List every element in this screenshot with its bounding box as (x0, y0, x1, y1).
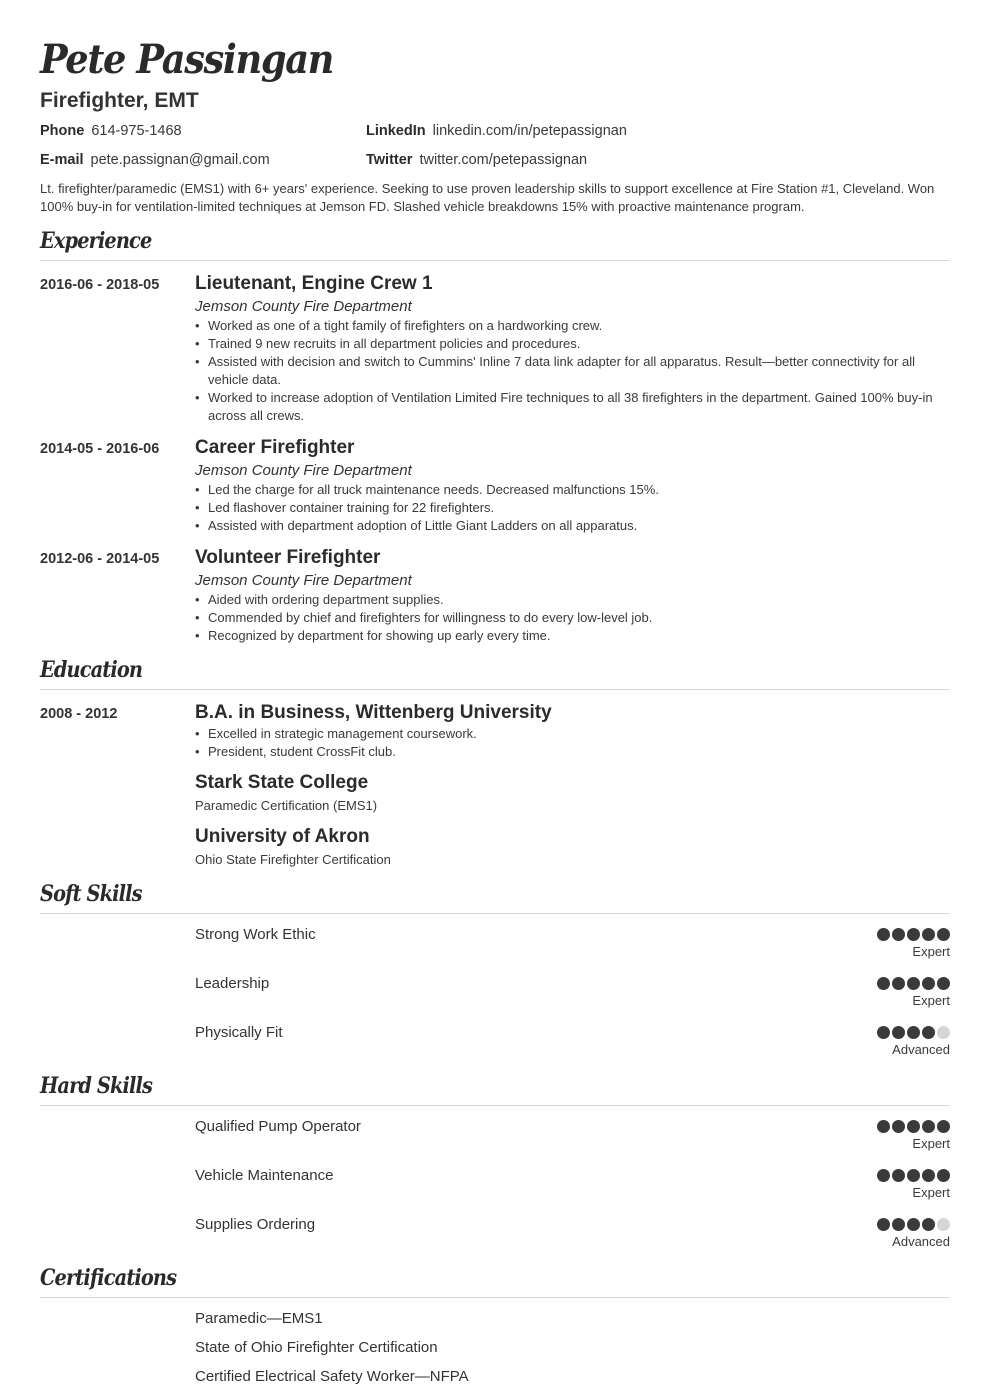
skill-level: Advanced (892, 1234, 950, 1249)
entry-org: Jemson County Fire Department (195, 572, 412, 589)
bullet-item: • Led flashover container training for 22 firefighters. (195, 499, 950, 517)
school-entry (195, 825, 950, 869)
rating-dot-filled-icon (907, 1169, 920, 1182)
twitter-link[interactable]: twitter.com/petepassignan (419, 152, 588, 168)
skill-rating (877, 1118, 950, 1167)
skill-row (40, 926, 950, 975)
bullet-item: • Excelled in strategic management coursework. (195, 725, 950, 743)
skill-name: Vehicle Maintenance (195, 1167, 334, 1184)
candidate-name: Pete Passingan (40, 36, 334, 83)
linkedin-link[interactable]: linkedin.com/in/petepassignan (432, 123, 627, 139)
bullet-item: • Assisted with decision and switch to Cummins' Inline 7 data link adapter for all apparatus. Result—better connectivity for all vehicle data. (195, 353, 950, 389)
rating-dots (877, 1218, 950, 1231)
phone-value: 614-975-1468 (91, 123, 182, 139)
bullet-item: • Aided with ordering department supplies. (195, 591, 950, 609)
rating-dot-filled-icon (922, 1026, 935, 1039)
bullet-item: • Worked to increase adoption of Ventilation Limited Fire techniques to all 38 firefighters in the department. Gained 100% buy-in across all crews. (195, 389, 950, 425)
skill-name: Qualified Pump Operator (195, 1118, 361, 1135)
rating-dot-filled-icon (877, 928, 890, 941)
rating-dot-filled-icon (907, 1120, 920, 1133)
rating-dot-filled-icon (907, 1218, 920, 1231)
skill-name: Supplies Ordering (195, 1216, 316, 1233)
rating-dot-filled-icon (937, 1169, 950, 1182)
email-link[interactable]: pete.passignan@gmail.com (90, 152, 270, 168)
skill-level: Expert (912, 1136, 950, 1151)
certification-item: Paramedic—EMS1 (195, 1310, 323, 1327)
rating-dot-filled-icon (892, 928, 905, 941)
section-certifications-header (40, 1265, 950, 1298)
section-heading: Hard Skills (40, 1073, 152, 1099)
rating-dot-filled-icon (937, 1120, 950, 1133)
rating-dot-empty-icon (937, 1026, 950, 1039)
skill-level: Expert (912, 944, 950, 959)
bullet-item: • Led the charge for all truck maintenance needs. Decreased malfunctions 15%. (195, 481, 950, 499)
skill-row (40, 1118, 950, 1167)
school-entry (195, 771, 950, 815)
rating-dot-filled-icon (877, 1169, 890, 1182)
section-heading: Certifications (40, 1265, 177, 1291)
rating-dots (877, 1026, 950, 1039)
entry-role: Volunteer Firefighter (195, 547, 381, 568)
section-soft-skills-header (40, 881, 950, 914)
skill-name: Physically Fit (195, 1024, 283, 1041)
rating-dot-empty-icon (937, 1218, 950, 1231)
school-name: University of Akron (195, 826, 370, 847)
certification-item: Certified Electrical Safety Worker—NFPA (195, 1368, 469, 1385)
bullet-item: • Commended by chief and firefighters for willingness to do every low-level job. (195, 609, 950, 627)
skill-row (40, 1216, 950, 1265)
job-title: Firefighter, EMT (40, 89, 199, 112)
bullet-item: • Trained 9 new recruits in all department policies and procedures. (195, 335, 950, 353)
skill-rating (877, 1216, 950, 1265)
rating-dot-filled-icon (907, 928, 920, 941)
skill-row (40, 975, 950, 1024)
rating-dot-filled-icon (892, 1169, 905, 1182)
degree-title: B.A. in Business, Wittenberg University (195, 702, 552, 723)
section-experience-header (40, 228, 950, 261)
section-heading: Soft Skills (40, 881, 142, 907)
entry-dates: 2012-06 - 2014-05 (40, 551, 160, 567)
school-note: Paramedic Certification (EMS1) (195, 798, 378, 813)
bullet-item: • President, student CrossFit club. (195, 743, 950, 761)
contact-info (40, 122, 950, 170)
contact-label: LinkedIn (366, 123, 426, 139)
rating-dot-filled-icon (892, 977, 905, 990)
skill-level: Advanced (892, 1042, 950, 1057)
contact-phone (40, 122, 366, 141)
soft-skills-list (40, 926, 950, 1073)
section-hard-skills-header (40, 1073, 950, 1106)
rating-dot-filled-icon (922, 928, 935, 941)
rating-dot-filled-icon (892, 1120, 905, 1133)
entry-bullets (195, 591, 950, 645)
entry-bullets (195, 317, 950, 425)
skill-row (40, 1024, 950, 1073)
entry-org: Jemson County Fire Department (195, 298, 412, 315)
rating-dot-filled-icon (937, 928, 950, 941)
school-name: Stark State College (195, 772, 369, 793)
resume-page (40, 36, 950, 1397)
profile-summary: Lt. firefighter/paramedic (EMS1) with 6+ years' experience. Seeking to use proven leadership skills to support excellence at Fire Station #1, Cleveland. Won 100% buy-in for ventilation-limited techniques at Jemson FD. Slashed vehicle breakdowns 15% with proactive maintenance program. (40, 181, 935, 214)
rating-dots (877, 977, 950, 990)
experience-entry (40, 546, 950, 645)
entry-org: Jemson County Fire Department (195, 462, 412, 479)
skill-name: Strong Work Ethic (195, 926, 316, 943)
entry-role: Career Firefighter (195, 437, 355, 458)
experience-entry (40, 272, 950, 425)
section-education-header (40, 657, 950, 690)
rating-dots (877, 1120, 950, 1133)
experience-entry (40, 436, 950, 535)
rating-dot-filled-icon (907, 1026, 920, 1039)
rating-dot-filled-icon (892, 1026, 905, 1039)
school-note: Ohio State Firefighter Certification (195, 852, 391, 867)
skill-rating (877, 926, 950, 975)
entry-dates: 2014-05 - 2016-06 (40, 441, 160, 457)
certifications-list (40, 1310, 950, 1397)
skill-level: Expert (912, 1185, 950, 1200)
entry-role: Lieutenant, Engine Crew 1 (195, 273, 433, 294)
skill-rating (877, 1167, 950, 1216)
rating-dot-filled-icon (892, 1218, 905, 1231)
contact-email (40, 151, 366, 170)
rating-dot-filled-icon (907, 977, 920, 990)
rating-dot-filled-icon (922, 1169, 935, 1182)
hard-skills-list (40, 1118, 950, 1265)
rating-dot-filled-icon (877, 1026, 890, 1039)
rating-dot-filled-icon (877, 1218, 890, 1231)
rating-dot-filled-icon (922, 1120, 935, 1133)
rating-dots (877, 928, 950, 941)
contact-label: E-mail (40, 152, 84, 168)
rating-dot-filled-icon (877, 1120, 890, 1133)
rating-dot-filled-icon (922, 977, 935, 990)
rating-dot-filled-icon (937, 977, 950, 990)
skill-row (40, 1167, 950, 1216)
section-heading: Education (40, 657, 143, 683)
section-heading: Experience (40, 228, 152, 254)
rating-dots (877, 1169, 950, 1182)
rating-dot-filled-icon (922, 1218, 935, 1231)
contact-twitter (366, 151, 950, 170)
bullet-item: • Worked as one of a tight family of firefighters on a hardworking crew. (195, 317, 950, 335)
entry-bullets (195, 725, 950, 761)
certification-item: State of Ohio Firefighter Certification (195, 1339, 438, 1356)
contact-label: Phone (40, 123, 85, 139)
bullet-item: • Recognized by department for showing up early every time. (195, 627, 950, 645)
skill-rating (877, 975, 950, 1024)
skill-name: Leadership (195, 975, 270, 992)
contact-linkedin (366, 122, 950, 141)
entry-bullets (195, 481, 950, 535)
skill-level: Expert (912, 993, 950, 1008)
bullet-item: • Assisted with department adoption of Little Giant Ladders on all apparatus. (195, 517, 950, 535)
skill-rating (877, 1024, 950, 1073)
entry-dates: 2016-06 - 2018-05 (40, 277, 160, 293)
contact-label: Twitter (366, 152, 413, 168)
education-entry (40, 701, 950, 869)
rating-dot-filled-icon (877, 977, 890, 990)
entry-dates: 2008 - 2012 (40, 706, 118, 722)
